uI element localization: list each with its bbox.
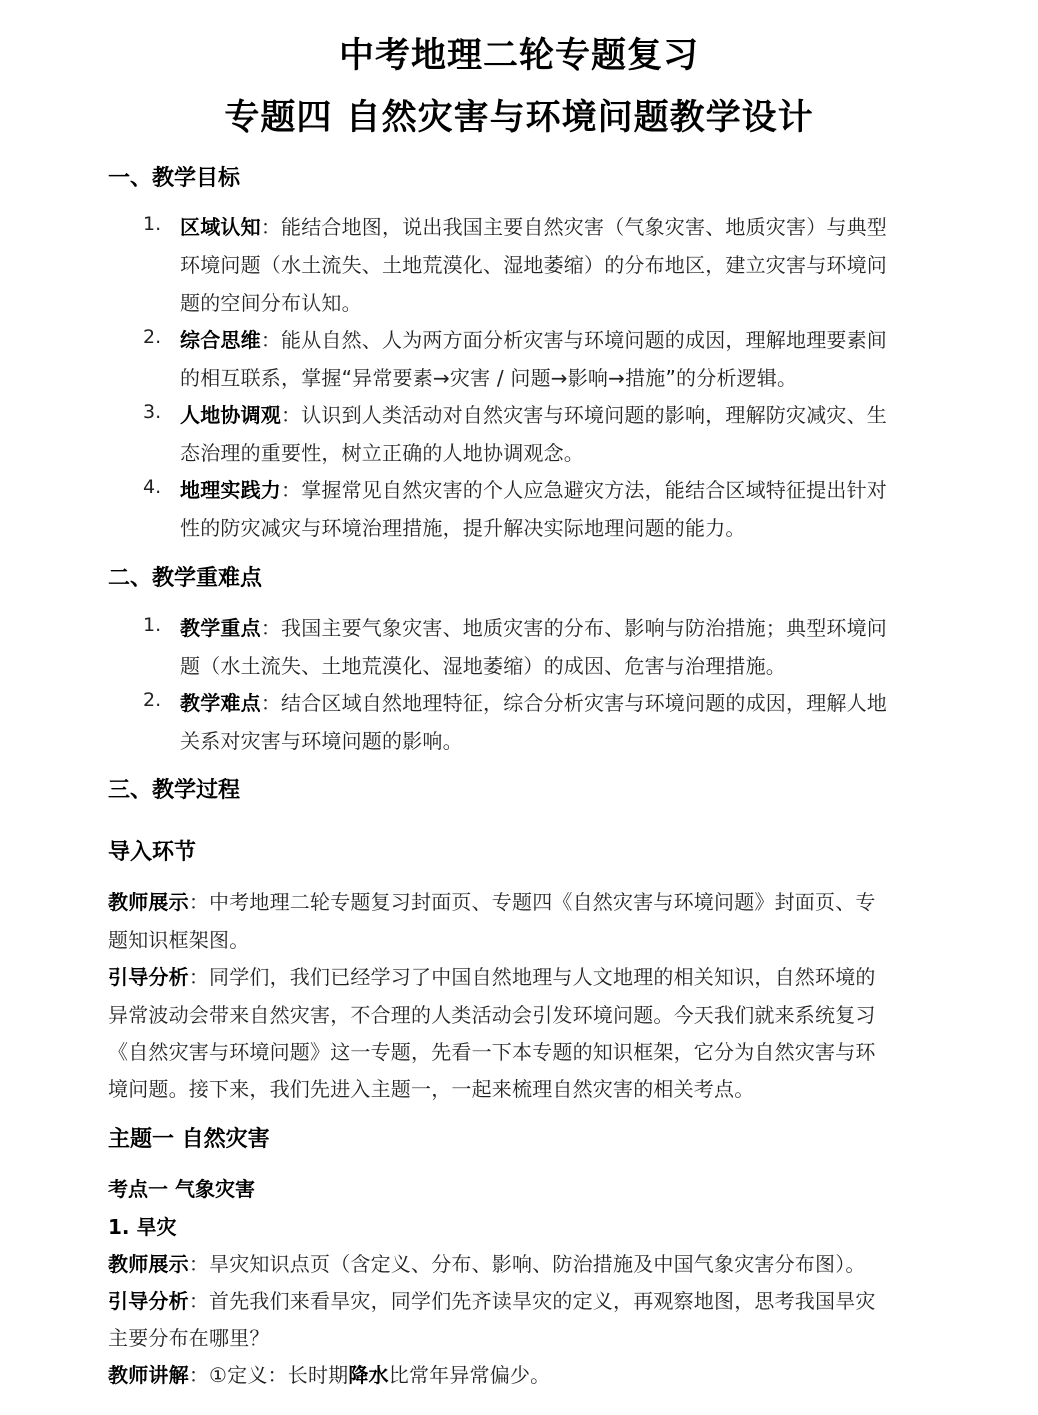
paragraph-line: 境问题。接下来，我们先进入主题一，一起来梳理自然灾害的相关考点。: [108, 1077, 755, 1101]
section-heading-objectives: 一、教学目标: [108, 166, 241, 191]
subheading-intro: 导入环节: [108, 840, 197, 865]
list-number: 1.: [143, 213, 162, 235]
paragraph-line: 教师展示：中考地理二轮专题复习封面页、专题四《自然灾害与环境问题》封面页、专: [108, 890, 876, 914]
list-number: 4.: [143, 476, 162, 498]
paragraph-line: 引导分析：首先我们来看旱灾，同学们先齐读旱灾的定义，再观察地图，思考我国旱灾: [108, 1289, 876, 1313]
subheading-point-one: 考点一 气象灾害: [108, 1177, 255, 1201]
paragraph-line: 引导分析：同学们，我们已经学习了中国自然地理与人文地理的相关知识，自然环境的: [108, 965, 876, 989]
list-item-text: 关系对灾害与环境问题的影响。: [180, 729, 463, 753]
list-item-text: 性的防灾减灾与环境治理措施，提升解决实际地理问题的能力。: [180, 516, 746, 540]
list-item-label: 地理实践力: [180, 478, 281, 502]
emphasis-term: 降水: [348, 1363, 389, 1387]
list-number: 2.: [143, 689, 162, 711]
list-number: 3.: [143, 401, 162, 423]
section-heading-key-points: 二、教学重难点: [108, 566, 263, 591]
list-number: 1.: [143, 614, 162, 636]
paragraph-label: 引导分析: [108, 965, 189, 989]
paragraph-line: 题知识框架图。: [108, 928, 250, 952]
list-item-text: 环境问题（水土流失、土地荒漠化、湿地萎缩）的分布地区，建立灾害与环境问: [180, 253, 887, 277]
list-number: 2.: [143, 326, 162, 348]
paragraph-label: 引导分析: [108, 1289, 189, 1313]
subheading-theme-one: 主题一 自然灾害: [108, 1127, 270, 1152]
subheading-drought: 1. 旱灾: [108, 1215, 177, 1239]
paragraph-line: 教师展示：旱灾知识点页（含定义、分布、影响、防治措施及中国气象灾害分布图）。: [108, 1252, 866, 1276]
section-heading-process: 三、教学过程: [108, 778, 241, 803]
list-item-text: 人地协调观：认识到人类活动对自然灾害与环境问题的影响，理解防灾减灾、生: [180, 403, 887, 427]
list-item-label: 区域认知: [180, 215, 261, 239]
list-item-text: 态治理的重要性，树立正确的人地协调观念。: [180, 441, 584, 465]
document-subtitle: 专题四 自然灾害与环境问题教学设计: [224, 98, 814, 138]
paragraph-label: 教师展示: [108, 1252, 189, 1276]
list-item-label: 人地协调观: [180, 403, 281, 427]
list-item-label: 教学难点: [180, 691, 261, 715]
paragraph-line: 主要分布在哪里？: [108, 1326, 270, 1350]
document-title: 中考地理二轮专题复习: [338, 36, 699, 76]
list-item-text: 地理实践力：掌握常见自然灾害的个人应急避灾方法，能结合区域特征提出针对: [180, 478, 887, 502]
paragraph-line: 《自然灾害与环境问题》这一专题，先看一下本专题的知识框架，它分为自然灾害与环: [108, 1040, 876, 1064]
list-item-text: 教学重点：我国主要气象灾害、地质灾害的分布、影响与防治措施；典型环境问: [180, 616, 888, 640]
list-item-text: 综合思维：能从自然、人为两方面分析灾害与环境问题的成因，理解地理要素间: [180, 328, 888, 352]
list-item-text: 的相互联系，掌握“异常要素→灾害 / 问题→影响→措施”的分析逻辑。: [180, 366, 798, 390]
paragraph-line: 异常波动会带来自然灾害，不合理的人类活动会引发环境问题。今天我们就来系统复习: [108, 1003, 876, 1027]
paragraph-line: 教师讲解：①定义：长时期降水比常年异常偏少。: [108, 1363, 551, 1387]
list-item-label: 综合思维: [180, 328, 261, 352]
paragraph-label: 教师展示: [108, 890, 189, 914]
list-item-text: 题的空间分布认知。: [180, 291, 362, 315]
list-item-text: 区域认知：能结合地图，说出我国主要自然灾害（气象灾害、地质灾害）与典型: [180, 215, 888, 239]
list-item-text: 教学难点：结合区域自然地理特征，综合分析灾害与环境问题的成因，理解人地: [180, 691, 888, 715]
list-item-text: 题（水土流失、土地荒漠化、湿地萎缩）的成因、危害与治理措施。: [180, 654, 786, 678]
list-item-label: 教学重点: [180, 616, 261, 640]
paragraph-label: 教师讲解: [108, 1363, 189, 1387]
